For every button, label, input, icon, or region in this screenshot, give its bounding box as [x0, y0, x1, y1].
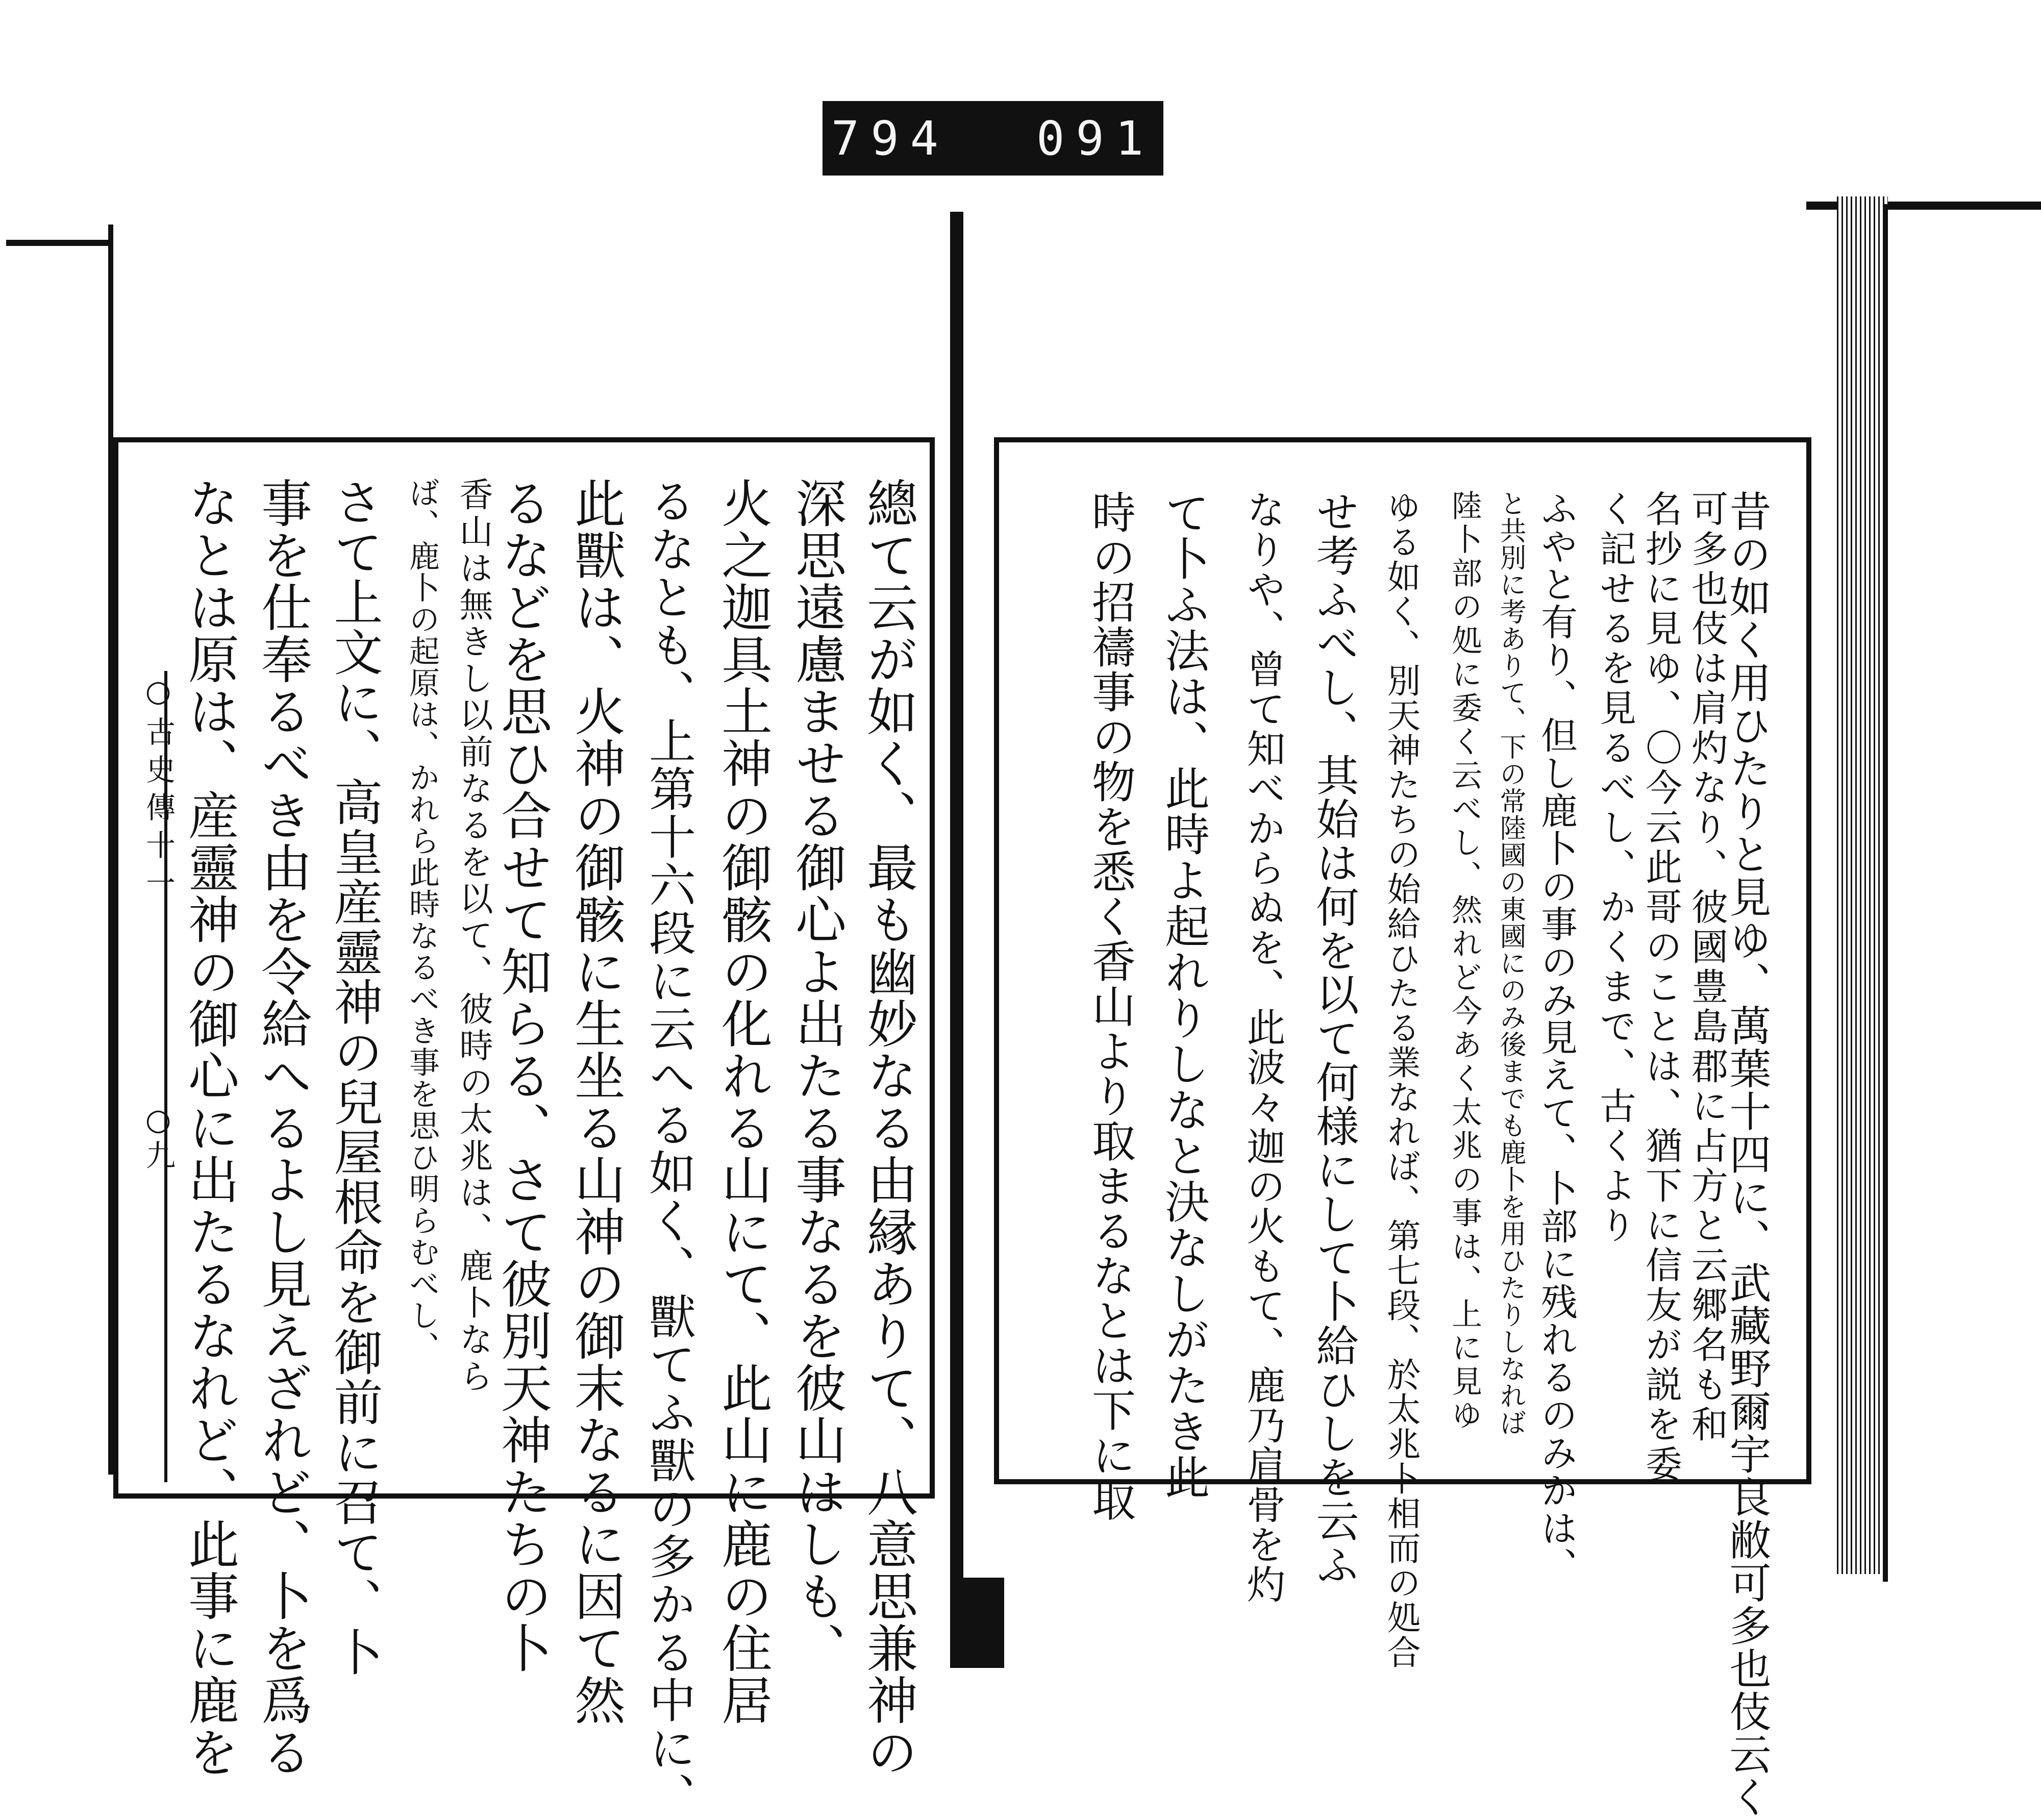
- archive-number-right: 091: [1036, 111, 1155, 166]
- page-stack-edges: [1837, 196, 1888, 1574]
- right-column-8: ゆる如く、別天神たちの始給ひたる業なれば、第七段、於太兆卜相而の処合: [1381, 490, 1421, 1669]
- left-column-7: 香山は無きし以前なるを以て、彼時の太兆は、鹿卜なら: [454, 477, 493, 1395]
- left-column-5: 此獸は、火神の御骸に生坐る山神の御末なるに因て然: [566, 477, 626, 1726]
- right-column-11: て卜ふ法は、此時よ起れりしなと決なしがたき此: [1158, 490, 1210, 1500]
- left-column-9: さて上文に、高皇産靈神の兒屋根命を御前に召て、卜: [326, 477, 383, 1677]
- left-column-11: なとは原は、産靈神の御心に出たるなれど、此事に鹿を: [180, 477, 239, 1778]
- binding-clip: [950, 1578, 1004, 1668]
- right-column-12: 時の招禱事の物を悉く香山より取まるなとは下に取: [1084, 490, 1135, 1523]
- left-edge-rule: [108, 225, 113, 1475]
- center-spine: [950, 212, 963, 1578]
- left-column-4: るなとも、上第十六段に云へる如く、獸てふ獸の多かる中に、: [641, 477, 696, 1820]
- left-column-3: 火之迦具土神の御骸の化れる山にて、此山に鹿の住居: [713, 477, 773, 1726]
- left-column-1: 總て云が如く、最も幽妙なる由縁ありて、八意思兼神の: [858, 477, 918, 1778]
- margin-title: ○古史傳十一: [141, 674, 176, 905]
- page-number: ○九: [141, 1102, 176, 1173]
- right-column-1: 昔の如く用ひたりと見ゆ、萬葉十四に、武藏野爾宇良敝可多也伎云く: [1723, 490, 1771, 1818]
- right-column-7: 陸卜部の処に委く云べし、然れど今あく太兆の事は、上に見ゆ: [1447, 490, 1482, 1433]
- left-column-8: ば、鹿卜の起原は、かれら此時なるべき事を思ひ明らむべし、: [404, 477, 440, 1363]
- left-column-10: 事を仕奉るべき由を令給へるよし見えざれど、卜を爲る: [253, 477, 312, 1778]
- right-column-6: と共別に考ありて、下の常陸國の東國にのみ後までも鹿卜を用ひたりしなれば: [1495, 490, 1526, 1436]
- right-column-5: ふやと有り、但し鹿卜の事のみ見えて、卜部に残れるのみかは、: [1535, 490, 1578, 1585]
- left-column-6: るなどを思ひ合せて知らる、さて彼別天神たちの卜: [492, 477, 552, 1674]
- right-outer-rule: [1883, 204, 1888, 1582]
- right-column-9: せ考ふべし、其始は何を以て何様にして卜給ひしを云ふ: [1309, 490, 1359, 1587]
- archive-number-left: 794: [831, 111, 950, 166]
- archive-label: [823, 101, 1163, 176]
- left-column-2: 深思遠慮ませる御心よ出たる事なるを彼山はしも、: [787, 477, 847, 1674]
- right-column-2: 可多也伎は肩灼なり、彼國豊島郡に占方と云郷名も和: [1685, 490, 1728, 1445]
- right-column-4: く記せるを見るべし、かくまで、古くより: [1594, 490, 1636, 1246]
- right-column-10: なりや、曾て知べからぬを、此波々迦の火もて、鹿乃肩骨を灼: [1240, 490, 1286, 1604]
- right-column-3: 名抄に見ゆ、〇今云此哥のことは、猶下に信友が説を委: [1639, 490, 1682, 1485]
- top-left-rule: [6, 240, 112, 246]
